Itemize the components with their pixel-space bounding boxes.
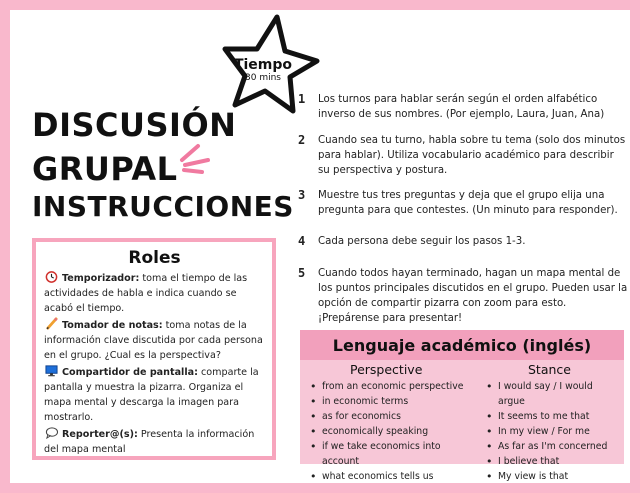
academic-language-heading: Lenguaje académico (inglés) xyxy=(332,336,592,355)
role-name: Reporter@(s): xyxy=(62,429,138,440)
role-name: Tomador de notas: xyxy=(62,320,163,331)
pencil-icon xyxy=(44,317,59,330)
stance-heading: Stance xyxy=(528,362,571,377)
perspective-list xyxy=(310,379,480,484)
list-item: • It seems to me that xyxy=(486,409,622,424)
sparkle-decoration-icon xyxy=(176,138,216,174)
timer-badge xyxy=(232,57,294,83)
list-item: • in economic terms xyxy=(310,394,480,409)
stance-column xyxy=(486,360,622,484)
clock-icon xyxy=(44,270,59,283)
academic-language-columns xyxy=(300,360,624,482)
title-line-3: INSTRUCCIONES xyxy=(32,190,294,223)
list-item: • In my view / For me xyxy=(486,424,622,439)
role-reporter xyxy=(44,426,265,457)
academic-language-box xyxy=(300,330,624,482)
role-description: comparte la pantalla y muestra la pizarra. Organiza el mapa mental y descarga la imagen para mostrarlo. xyxy=(44,367,259,423)
step-number: 5 xyxy=(298,266,306,280)
step-number: 1 xyxy=(298,92,306,106)
timer-value: 30 mins xyxy=(245,73,281,83)
step-number: 3 xyxy=(298,188,306,202)
role-name: Compartidor de pantalla: xyxy=(62,367,198,378)
step-text: Muestre tus tres preguntas y deja que el grupo elija una pregunta para que contestes. (Un minuto para responder). xyxy=(318,190,618,216)
step-text: Cuando sea tu turno, habla sobre tu tema (solo dos minutos para hablar). Utiliza vocabulario académico para describir su perspectiva y postura. xyxy=(318,135,626,176)
step-text: Cuando todos hayan terminado, hagan un mapa mental de los puntos principales discutidos en el grupo. Pueden usar la opción de compartir pizarra con zoom para esto. ¡Prepárense para presentar! xyxy=(318,268,628,324)
computer-icon xyxy=(44,364,59,377)
speech-bubble-icon xyxy=(44,426,59,439)
list-item: • from an economic perspective xyxy=(310,379,480,394)
list-item: • as for economics xyxy=(310,409,480,424)
list-item: • As far as I'm concerned xyxy=(486,439,622,454)
list-item: • if we take economics into account xyxy=(310,439,480,469)
role-description: toma notas de la información clave discutida por cada persona en el grupo. ¿Cual es la perspectiva? xyxy=(44,320,263,361)
step-number: 2 xyxy=(298,133,306,147)
list-item: • I would say / I would argue xyxy=(486,379,622,409)
step-text: Cada persona debe seguir los pasos 1-3. xyxy=(318,236,526,247)
step-text: Los turnos para hablar serán según el orden alfabético inverso de sus nombres. (Por ejemplo, Laura, Juan, Ana) xyxy=(318,94,605,120)
role-description: Presenta la información del mapa mental xyxy=(44,429,255,455)
role-description: toma el tiempo de las actividades de habla e indica cuando se acabó el tiempo. xyxy=(44,273,248,314)
stance-list xyxy=(486,379,622,484)
roles-box xyxy=(32,238,276,460)
list-item: • what economics tells us xyxy=(310,469,480,484)
perspective-heading: Perspective xyxy=(350,362,423,377)
role-name: Temporizador: xyxy=(62,273,140,284)
list-item: • My view is that xyxy=(486,469,622,484)
perspective-column xyxy=(310,360,480,484)
role-screen-sharer xyxy=(44,364,265,425)
timer-label: Tiempo xyxy=(233,57,293,73)
role-timekeeper xyxy=(44,270,265,316)
role-note-taker xyxy=(44,317,265,363)
title-line-1: DISCUSIÓN xyxy=(32,106,237,144)
worksheet-page xyxy=(10,10,630,483)
list-item: • I believe that xyxy=(486,454,622,469)
title-line-2: GRUPAL xyxy=(32,150,178,188)
roles-heading: Roles xyxy=(128,248,181,268)
list-item: • economically speaking xyxy=(310,424,480,439)
step-number: 4 xyxy=(298,234,306,248)
